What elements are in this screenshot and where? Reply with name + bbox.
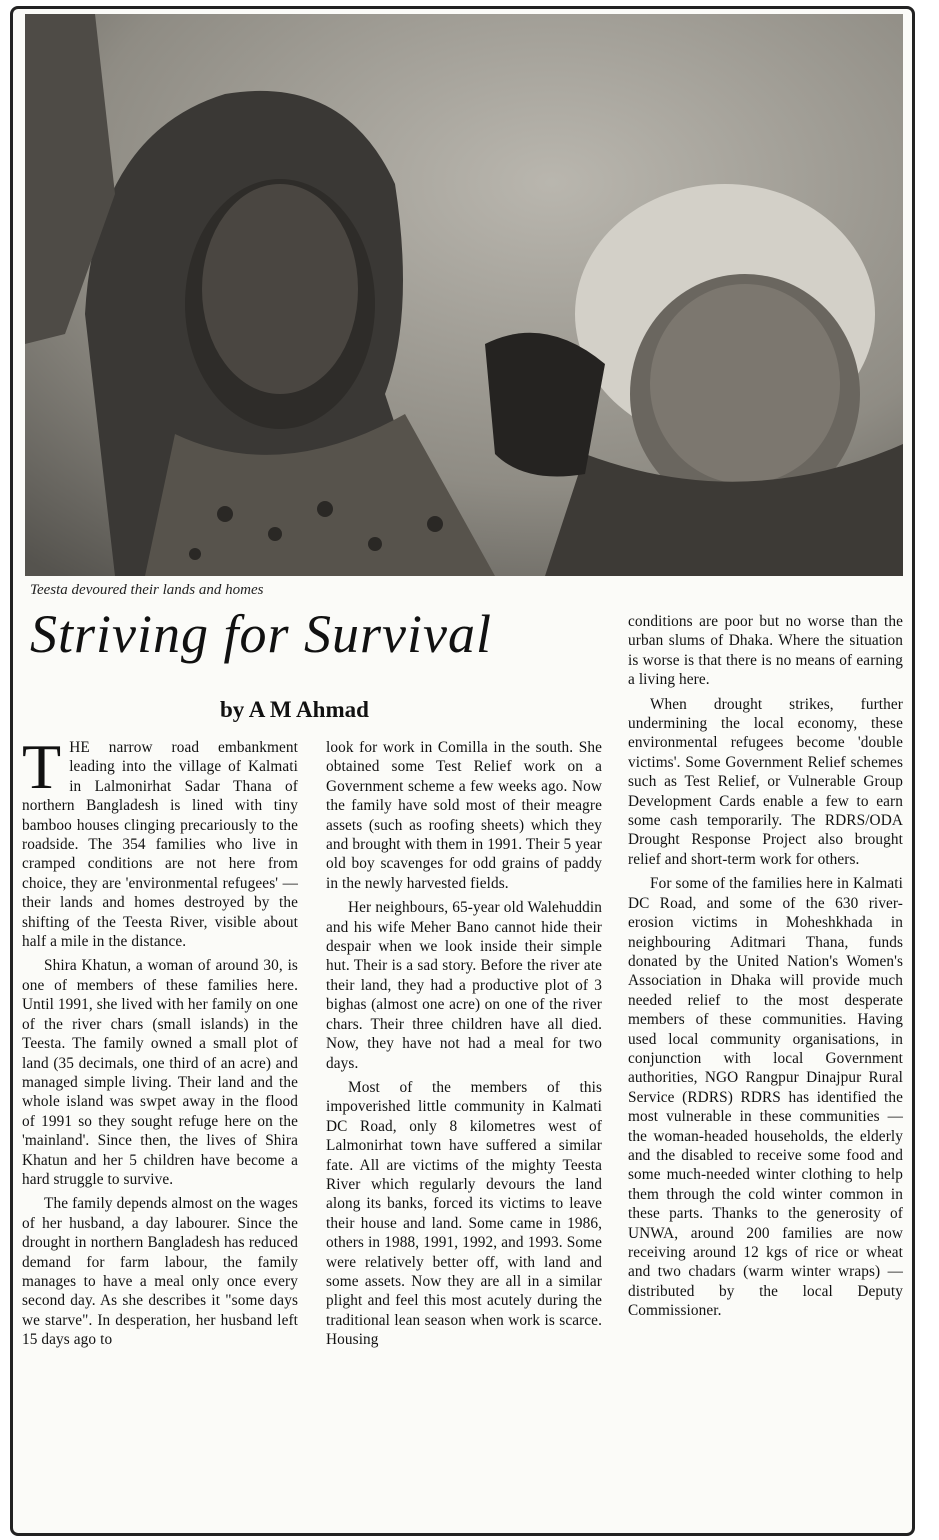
- article-paragraph: The family depends almost on the wages of her husband, a day labourer. Since the drought in northern Bangladesh has reduced demand for farm labour, the family manages to have a meal only once every second day. As she describes it "some days we starve". In desperation, her husband left 15 days ago to: [22, 1195, 298, 1349]
- paragraph-text: HE narrow road embankment leading into the village of Kalmati in Lalmonirhat Sadar Thana of northern Bangladesh is lined with tiny bamboo houses clinging precariously to the roadside. The 354 families who live in cramped conditions are not here from choice, they are 'environmental refugees' — their lands and homes destroyed by the shifting of the Teesta River, visible about half a mile in the distance.: [22, 739, 298, 951]
- article-paragraph: Shira Khatun, a woman of around 30, is one of members of these families here. Until 1991, she lived with her family on one of the river chars (small islands) in the Teesta. The family owned a small plot of land (35 decimals, one third of an acre) and managed simple living. Their land and the whole island was swpet away in the flood of 1991 so they sought refuge here on the 'mainland'. Since then, the lives of Shira Khatun and her 5 children have become a hard struggle to survive.: [22, 957, 298, 1188]
- article-headline: Striving for Survival: [30, 604, 492, 664]
- article-byline: by A M Ahmad: [220, 697, 369, 722]
- drop-cap: T: [22, 731, 62, 802]
- article-paragraph: conditions are poor but no worse than the urban slums of Dhaka. Where the situation is worse is that there is no means of earning a living here.: [628, 613, 903, 689]
- article-paragraph: [22, 731, 298, 951]
- article-paragraph: For some of the families here in Kalmati DC Road, and some of the 630 river-erosion victims in Moheshkhada in neighbouring Aditmari Thana, funds donated by the United Nation's Women's Association in Dhaka will provide much needed relief to the most desperate members of these communities. Having used local community organisations, in conjunction with local Government authorities, NGO Rangpur Dinajpur Rural Service (RDRS) RDRS has identified the most vulnerable in these communities — the woman-headed households, the elderly and the disabled to receive some food and some much-needed winter clothing to help them through the cold winter common in these parts. Thanks to the generosity of UNWA, around 200 families are now receiving around 12 kgs of rice or wheat and two chadars (warm winter wraps) — distributed by the local Deputy Commissioner.: [628, 875, 903, 1320]
- article-paragraph: look for work in Comilla in the south. She obtained some Test Relief work on a Government scheme a few weeks ago. Now the family have sold most of their meagre assets (such as roofing sheets) which they and brought with them in 1991. Their 5 year old boy scavenges for odd grains of paddy in the newly harvested fields.: [326, 739, 602, 892]
- article-paragraph: Most of the members of this impoverished little community in Kalmati DC Road, only 8 kilometres west of Lalmonirhat town have suffered a similar fate. All are victims of the mighty Teesta River which regularly devours the land along its banks, forced its victims to leave their house and land. Some came in 1986, others in 1988, 1991, 1992, and 1993. Some were relatively better off, with land and some assets. Now they are all in a similar plight and feel this most acutely during the traditional lean season when work is scarce. Housing: [326, 1078, 602, 1349]
- article-photo: [25, 14, 903, 576]
- article-column-2: [326, 738, 602, 1355]
- article-paragraph: When drought strikes, further undermining the local economy, these environmental refugees become 'double victims'. Some Government Relief schemes such as Test Relief, or Vulnerable Group Development Cards enable a few to earn some cash temporarily. The RDRS/ODA Drought Response Project also brought relief and short-term work for others.: [628, 695, 903, 868]
- portrait-photo-icon: [25, 14, 903, 576]
- article-column-3: [628, 612, 903, 1326]
- article-column-1: [22, 731, 298, 1355]
- photo-caption: Teesta devoured their lands and homes: [30, 582, 264, 598]
- article-paragraph: Her neighbours, 65-year old Walehuddin and his wife Meher Bano cannot hide their despair when we look inside their simple hut. Their is a sad story. Before the river ate their land, they had a productive plot of 3 bighas (almost one acre) on one of the river chars. Their three children have all died. Now, they have not had a meal for two days.: [326, 899, 602, 1072]
